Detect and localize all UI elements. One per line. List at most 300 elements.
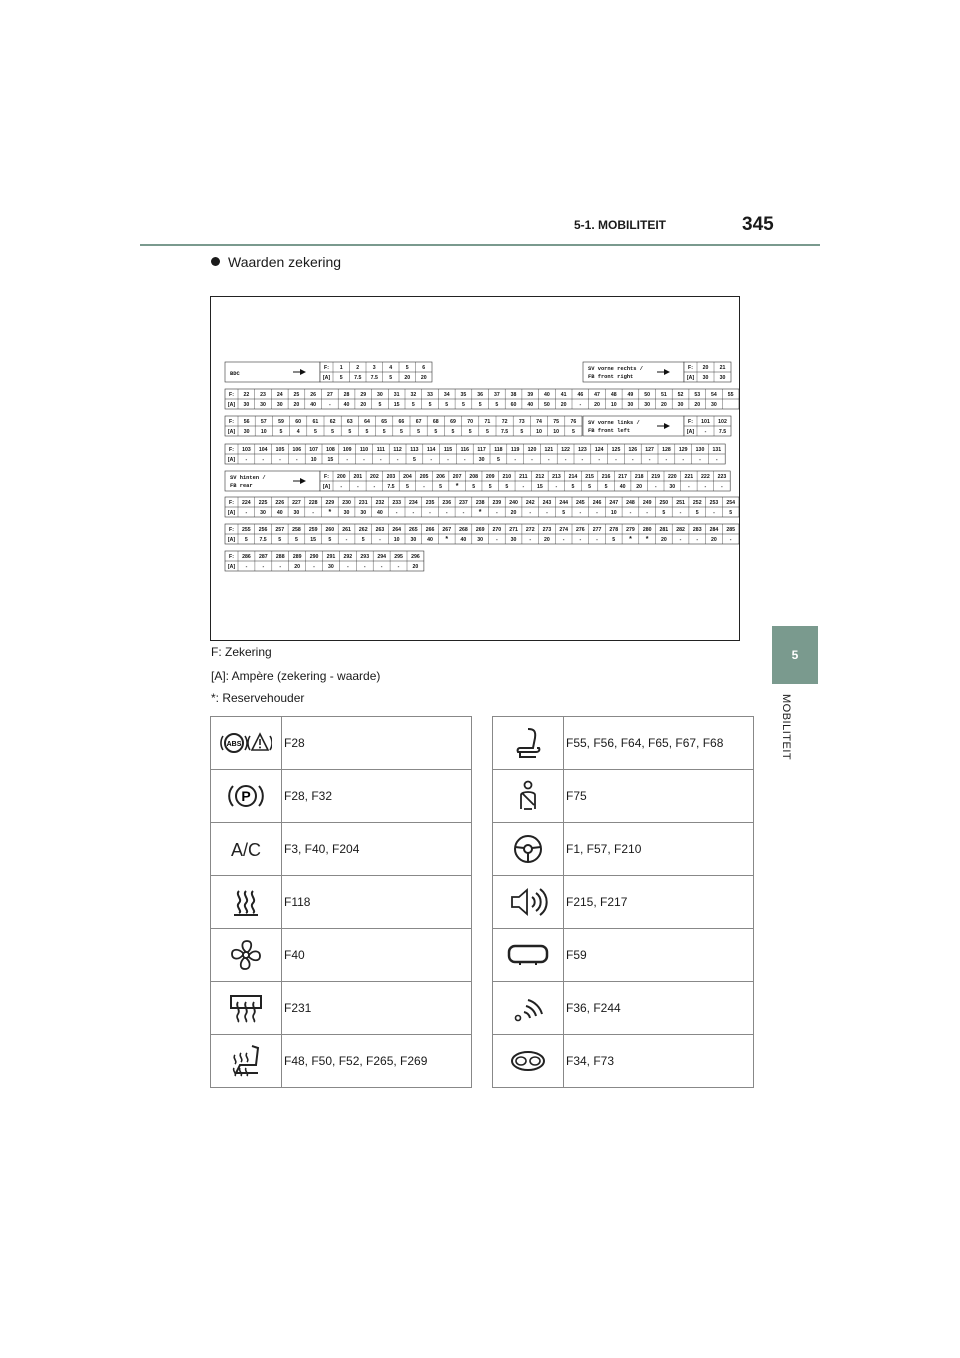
fuses-103-131-fuse-number: 110 [359, 447, 369, 453]
fuses-200-223-fuse-ampere: 5 [505, 484, 509, 490]
fuses-22-55-fuse-number: 47 [594, 392, 600, 398]
fuses-224-254-fuse-number: 229 [325, 500, 335, 506]
fuses-224-254-fuse-ampere: 40 [276, 510, 283, 516]
fuses-22-55-fuse-ampere: 60 [510, 402, 517, 408]
fuses-255-285-fuse-number: 263 [375, 527, 385, 533]
fuses-56-76-fuse-number: 70 [467, 419, 474, 425]
fuses-103-131-fuse-ampere: - [379, 457, 382, 463]
fuses-103-131-fuse-number: 114 [427, 447, 436, 453]
fuses-22-55-fuse-ampere: 20 [560, 402, 567, 408]
fuses-56-76-fuse-ampere: 5 [313, 429, 317, 435]
table-row [211, 929, 472, 982]
fuses-286-296-a-label: [A] [227, 564, 236, 570]
fuses-103-131-fuse-ampere: - [547, 457, 550, 463]
fuses-22-55-fuse-ampere: 30 [677, 402, 684, 408]
legend-ampere: [A]: Ampère (zekering - waarde) [211, 669, 381, 683]
fuses-22-55-fuse-ampere: 40 [310, 402, 317, 408]
table-row [493, 770, 754, 823]
fuses-103-131-fuse-number: 124 [594, 447, 604, 453]
fuses-103-131-fuse-number: 117 [477, 447, 486, 453]
fuses-255-285-fuse-number: 284 [709, 527, 719, 533]
fuses-255-285-fuse-ampere: 30 [410, 537, 417, 543]
fuses-224-254-fuse-ampere: - [579, 510, 582, 516]
fuses-224-254-fuse-number: 233 [392, 500, 401, 506]
fan-icon [211, 929, 282, 982]
table-cell-text: F3, F40, F204 [282, 823, 472, 876]
fuses-22-55-fuse-number: 40 [544, 392, 550, 398]
fuses-200-223-fuse-number: 209 [485, 474, 495, 480]
fuses-103-131-fuse-ampere: - [648, 457, 651, 463]
fuses-200-223-fuse-number: 221 [684, 474, 694, 480]
fuse-diagram [210, 296, 740, 641]
fuses-255-285-fuse-number: 272 [525, 527, 535, 533]
fuses-200-223-fuse-ampere: 20 [636, 484, 643, 490]
fuses-255-285-fuse-ampere: * [445, 536, 449, 543]
fuses-200-223-fuse-number: 211 [519, 474, 528, 480]
fuses-286-296-fuse-ampere: - [363, 564, 366, 570]
fuses-255-285-fuse-ampere: - [562, 537, 565, 543]
fl-fuses-fuse-number: 101 [701, 419, 710, 425]
fr-fuses-fuse-ampere: 30 [719, 375, 726, 381]
fuses-22-55-fuse-number: 55 [727, 392, 734, 398]
fuses-56-76-fuse-number: 61 [312, 419, 319, 425]
fuses-22-55-fuse-ampere: 5 [378, 402, 382, 408]
fr-fuses-a-label: [A] [686, 375, 695, 381]
fuses-255-285-fuse-number: 256 [258, 527, 268, 533]
fuses-200-223-fuse-ampere: - [704, 484, 707, 490]
fuses-255-285-fuse-ampere: 40 [460, 537, 467, 543]
fuses-56-76-fuse-ampere: 10 [260, 429, 267, 435]
fuses-56-76-fuse-number: 63 [346, 419, 353, 425]
fuses-255-285-fuse-ampere: 5 [361, 537, 365, 543]
fuses-224-254-fuse-number: 232 [375, 500, 385, 506]
fuses-56-76-fuse-ampere: 5 [520, 429, 524, 435]
fuses-286-296-fuse-ampere: - [245, 564, 248, 570]
fuses-200-223-fuse-ampere: 15 [536, 484, 543, 490]
fuses-200-223-fuse-ampere: 7.5 [387, 484, 395, 490]
fuses-22-55-fuse-number: 54 [711, 392, 717, 398]
fuses-103-131-fuse-ampere: - [682, 457, 685, 463]
fuses-103-131-fuse-number: 127 [645, 447, 654, 453]
fuses-103-131-fuse-number: 125 [611, 447, 621, 453]
fuses-255-285-fuse-ampere: 30 [477, 537, 484, 543]
speaker-icon [493, 876, 564, 929]
fuses-286-296-fuse-number: 288 [275, 554, 285, 560]
map-light-icon [493, 1035, 564, 1088]
table-row [211, 823, 472, 876]
fuses-200-223-a-label: [A] [322, 484, 331, 490]
fuses-200-223-fuse-number: 212 [535, 474, 545, 480]
heated-seat-icon [211, 1035, 282, 1088]
fuses-286-296-fuse-ampere: - [313, 564, 315, 570]
table-cell-text: F28 [282, 717, 472, 770]
fuses-255-285-a-label: [A] [227, 537, 236, 543]
fuses-200-223-fuse-number: 201 [353, 474, 363, 480]
fuses-103-131-fuse-ampere: - [279, 457, 281, 463]
fuses-224-254-fuse-number: 235 [425, 500, 435, 506]
fuses-22-55-fuse-number: 53 [694, 392, 701, 398]
sv-rear-label-text: SV hinten / [230, 475, 266, 481]
fuses-103-131-fuse-ampere: - [346, 457, 349, 463]
fuses-255-285-fuse-number: 279 [626, 527, 635, 533]
fuses-200-223-fuse-number: 218 [634, 474, 644, 480]
fuses-255-285-f-label: F: [229, 527, 234, 533]
fuses-255-285-fuse-ampere: 15 [310, 537, 317, 543]
fuses-22-55-fuse-ampere: 5 [411, 402, 415, 408]
bdc-fuses-fuse-ampere: 5 [339, 375, 343, 381]
fuses-103-131-fuse-number: 121 [544, 447, 554, 453]
fuses-224-254-fuse-ampere: 30 [260, 510, 266, 516]
fuses-224-254-fuse-ampere: - [495, 510, 498, 516]
fuses-255-285-fuse-ampere: 5 [328, 537, 332, 543]
fuses-224-254-fuse-number: 238 [475, 500, 485, 506]
abs-brake-warning-icon [211, 717, 282, 770]
fuses-56-76-fuse-number: 57 [260, 419, 267, 425]
fuses-103-131-fuse-ampere: - [631, 457, 634, 463]
table-row [493, 823, 754, 876]
fuses-224-254-fuse-number: 250 [659, 500, 669, 506]
fuses-224-254-fuse-ampere: 30 [343, 510, 350, 516]
section-title: 5-1. MOBILITEIT [574, 218, 667, 232]
chapter-tab[interactable] [772, 626, 818, 684]
fuses-200-223-fuse-ampere: * [455, 483, 459, 490]
bdc-fuses-fuse-number: 1 [339, 365, 343, 371]
fuses-224-254-fuse-ampere: - [412, 510, 415, 516]
fuses-224-254-a-label: [A] [227, 510, 236, 516]
fuses-224-254-fuse-number: 252 [692, 500, 702, 506]
fuses-224-254-fuse-ampere: * [478, 509, 482, 516]
fuses-255-285-fuse-number: 277 [592, 527, 602, 533]
fuses-103-131-fuse-number: 118 [494, 447, 503, 453]
fuses-103-131-fuse-number: 105 [275, 447, 285, 453]
bullet-heading [211, 254, 341, 270]
fuses-103-131-fuse-number: 115 [443, 447, 453, 453]
bdc-fuses-fuse-number: 2 [356, 365, 360, 371]
fl-fuses-f-label: F: [688, 419, 693, 425]
fuses-200-223-fuse-ampere: - [555, 484, 558, 490]
fuses-56-76-fuse-number: 65 [381, 419, 388, 425]
fuses-22-55-fuse-ampere: 20 [594, 402, 600, 408]
fuses-103-131-fuse-number: 131 [712, 447, 722, 453]
fuses-200-223-fuse-ampere: 5 [488, 484, 492, 490]
fuses-224-254-fuse-number: 247 [609, 500, 619, 506]
fuses-286-296-fuse-number: 293 [360, 554, 370, 560]
fuses-103-131-fuse-number: 126 [628, 447, 638, 453]
table-row [211, 717, 472, 770]
fuses-200-223-fuse-ampere: - [373, 484, 376, 490]
ac-icon-text: A/C [230, 840, 262, 860]
fuses-22-55-fuse-number: 23 [260, 392, 266, 398]
fuses-286-296-fuse-number: 290 [309, 554, 319, 560]
fuses-200-223-fuse-ampere: 5 [604, 484, 608, 490]
fuses-22-55-fuse-ampere: 15 [393, 402, 400, 408]
sv-front-right-label-text: SV vorne rechts / [588, 366, 643, 372]
fuses-255-285-fuse-number: 258 [292, 527, 301, 533]
fuses-103-131-fuse-ampere: 5 [412, 457, 416, 463]
fuses-103-131-fuse-number: 109 [342, 447, 352, 453]
fuses-286-296-f-label: F: [229, 554, 234, 560]
fuses-103-131-fuse-ampere: - [715, 457, 718, 463]
fuses-56-76-fuse-ampere: 5 [434, 429, 438, 435]
fuses-286-296-fuse-number: 291 [326, 554, 336, 560]
fuses-255-285-fuse-number: 268 [459, 527, 468, 533]
fuses-286-296-fuse-number: 296 [411, 554, 420, 560]
fuses-224-254-fuse-ampere: - [713, 510, 715, 516]
fuses-255-285-fuse-number: 265 [409, 527, 418, 533]
bdc-fuses-a-label: [A] [322, 375, 331, 381]
fuses-255-285-fuse-ampere: 20 [544, 537, 550, 543]
fuses-22-55-fuse-number: 41 [560, 392, 567, 398]
fuses-103-131-fuse-ampere: - [245, 457, 248, 463]
fuses-255-285-fuse-number: 257 [275, 527, 285, 533]
fuses-255-285-fuse-number: 278 [609, 527, 619, 533]
fuses-224-254-fuse-number: 251 [676, 500, 685, 506]
fuses-200-223-fuse-number: 203 [386, 474, 396, 480]
fuses-22-55-fuse-number: 52 [677, 392, 684, 398]
fuses-200-223-fuse-number: 214 [568, 474, 578, 480]
table-cell-text: F48, F50, F52, F265, F269 [282, 1035, 472, 1088]
fuses-22-55-fuse-ampere: 30 [260, 402, 266, 408]
fuses-103-131-fuse-ampere: - [447, 457, 449, 463]
fuses-56-76-fuse-number: 74 [536, 419, 542, 425]
fuses-22-55-fuse-number: 38 [510, 392, 517, 398]
fuses-103-131-fuse-ampere: 30 [478, 457, 485, 463]
fuses-56-76-fuse-number: 68 [432, 419, 439, 425]
table-cell-text: F1, F57, F210 [564, 823, 754, 876]
table-cell-text: F215, F217 [564, 876, 754, 929]
sv-front-left-label-text: SV vorne links / [588, 420, 640, 426]
fuses-56-76-fuse-ampere: 4 [296, 429, 300, 435]
fuses-255-285-fuse-number: 271 [509, 527, 518, 533]
interior-light-icon [493, 929, 564, 982]
fuses-22-55-fuse-ampere: - [579, 402, 582, 408]
fuses-56-76-fuse-ampere: 5 [399, 429, 403, 435]
fuses-56-76-fuse-number: 62 [329, 419, 336, 425]
bdc-label-text: BDC [230, 371, 240, 377]
fuses-224-254-fuse-number: 225 [258, 500, 268, 506]
fuses-103-131-fuse-ampere: - [430, 457, 433, 463]
fuses-103-131-fuse-number: 107 [309, 447, 318, 453]
fuses-200-223-fuse-number: 204 [403, 474, 412, 480]
fuses-224-254-fuse-ampere: - [445, 510, 448, 516]
fuses-103-131-fuse-number: 129 [678, 447, 688, 453]
fuses-56-76-fuse-ampere: 5 [348, 429, 352, 435]
table-row [211, 1035, 472, 1088]
fuses-200-223-fuse-number: 207 [452, 474, 462, 480]
fuses-224-254-fuse-ampere: 5 [695, 510, 699, 516]
fuses-56-76-fuse-ampere: 5 [451, 429, 455, 435]
fuses-103-131-a-label: [A] [227, 457, 236, 463]
bdc-fuses-fuse-ampere: 20 [420, 375, 427, 381]
fuses-103-131-fuse-ampere: - [699, 457, 701, 463]
sv-front-right-label-text: FB front right [588, 374, 634, 380]
header-rule [140, 244, 820, 246]
fuses-224-254-fuse-ampere: 40 [377, 510, 383, 516]
fuses-22-55-fuse-ampere: 20 [360, 402, 367, 408]
fuses-103-131-fuse-number: 111 [376, 447, 385, 453]
fuses-255-285-fuse-ampere: - [596, 537, 598, 543]
fuses-224-254-fuse-number: 242 [525, 500, 535, 506]
fuses-200-223-fuse-number: 213 [552, 474, 561, 480]
fuses-224-254-fuse-ampere: 5 [562, 510, 566, 516]
fr-fuses-f-label: F: [688, 365, 693, 371]
fuses-286-296-fuse-number: 287 [259, 554, 268, 560]
bdc-fuses-fuse-number: 4 [389, 365, 393, 371]
fuses-286-296-fuse-number: 286 [242, 554, 251, 560]
abs-icon-text: ABS [226, 741, 242, 748]
fuses-224-254-fuse-ampere: - [679, 510, 682, 516]
table-cell-text: F118 [282, 876, 472, 929]
fuses-224-254-fuse-number: 239 [492, 500, 502, 506]
fuses-103-131-fuse-number: 108 [326, 447, 335, 453]
fuses-22-55-fuse-number: 39 [527, 392, 534, 398]
fuses-56-76-fuse-ampere: 7.5 [500, 429, 509, 435]
fuses-56-76-fuse-number: 76 [570, 419, 577, 425]
table-cell-text: F28, F32 [282, 770, 472, 823]
fuses-200-223-fuse-number: 206 [436, 474, 445, 480]
fuses-22-55-fuse-number: 51 [660, 392, 667, 398]
fuses-286-296-fuse-ampere: 20 [294, 564, 301, 570]
fuses-22-55-fuse-ampere: 20 [660, 402, 667, 408]
fuses-255-285-fuse-number: 264 [392, 527, 401, 533]
fuses-255-285-fuse-ampere: - [379, 537, 381, 543]
fuses-224-254-fuse-ampere: 20 [510, 510, 517, 516]
fuses-56-76-fuse-number: 64 [364, 419, 370, 425]
fuses-255-285-fuse-ampere: * [645, 536, 649, 543]
fuses-286-296-fuse-number: 294 [377, 554, 386, 560]
table-cell-text: F75 [564, 770, 754, 823]
fuses-255-285-fuse-ampere: 7.5 [259, 537, 267, 543]
fuses-224-254-fuse-ampere: - [429, 510, 431, 516]
fuses-103-131-fuse-number: 103 [242, 447, 251, 453]
fuses-56-76-a-label: [A] [227, 429, 236, 435]
fuses-224-254-fuse-number: 228 [308, 500, 318, 506]
fuses-255-285-fuse-ampere: - [345, 537, 348, 543]
fuses-286-296-fuse-number: 292 [343, 554, 353, 560]
bdc-fuses-fuse-ampere: 20 [404, 375, 411, 381]
fuses-103-131-fuse-ampere: - [514, 457, 517, 463]
fuses-200-223-fuse-ampere: 5 [439, 484, 443, 490]
fl-fuses-fuse-ampere: 7.5 [718, 429, 727, 435]
fuses-255-285-fuse-number: 262 [358, 527, 368, 533]
fuses-56-76-fuse-number: 69 [450, 419, 456, 425]
fuses-255-285-fuse-ampere: 10 [393, 537, 400, 543]
fuses-103-131-f-label: F: [229, 447, 234, 453]
chapter-label: MOBILITEIT [780, 694, 792, 761]
fuses-22-55-fuse-ampere: 5 [462, 402, 465, 408]
fuses-200-223-fuse-number: 208 [469, 474, 479, 480]
fr-fuses-fuse-number: 21 [719, 365, 726, 371]
fuses-200-223-fuse-ampere: 40 [619, 484, 626, 490]
fuses-22-55-fuse-ampere: 5 [478, 402, 482, 408]
fuses-286-296-fuse-ampere: - [346, 564, 349, 570]
fuses-103-131-fuse-ampere: 10 [310, 457, 317, 463]
fr-fuses-fuse-number: 20 [702, 365, 709, 371]
fl-fuses-fuse-ampere: - [704, 429, 707, 435]
fuses-224-254-fuse-number: 249 [642, 500, 652, 506]
fuses-22-55-fuse-number: 25 [293, 392, 300, 398]
fuses-22-55-fuse-number: 33 [427, 392, 433, 398]
fuses-255-285-fuse-number: 274 [559, 527, 568, 533]
table-cell-text: F231 [282, 982, 472, 1035]
wireless-signal-icon [493, 982, 564, 1035]
fuses-22-55-fuse-ampere: 30 [276, 402, 283, 408]
fuses-22-55-fuse-number: 36 [477, 392, 484, 398]
left-icon-table [210, 716, 472, 1088]
fuses-56-76-fuse-number: 59 [278, 419, 284, 425]
fuses-22-55-fuse-number: 37 [493, 392, 500, 398]
fuses-255-285-fuse-number: 285 [726, 527, 735, 533]
fuses-22-55-fuse-number: 48 [610, 392, 617, 398]
fuses-103-131-fuse-ampere: - [531, 457, 533, 463]
fuses-224-254-fuse-ampere: - [596, 510, 598, 516]
legend-fuse: F: Zekering [211, 645, 272, 659]
fuses-200-223-fuse-ampere: - [340, 484, 343, 490]
fuses-103-131-fuse-number: 116 [460, 447, 469, 453]
bdc-fuses-fuse-ampere: 7.5 [370, 375, 378, 381]
fuses-22-55-fuse-number: 31 [393, 392, 400, 398]
right-icon-table [492, 716, 754, 1088]
fuses-22-55-f-label: F: [229, 392, 234, 398]
fuse-diagram-svg [211, 297, 739, 640]
fuses-286-296-fuse-number: 295 [394, 554, 403, 560]
table-row [211, 876, 472, 929]
bdc-fuses-fuse-number: 6 [422, 365, 426, 371]
fuses-22-55-fuse-ampere: 5 [428, 402, 432, 408]
fuses-200-223-fuse-ampere: - [522, 484, 525, 490]
fuses-224-254-fuse-number: 246 [592, 500, 602, 506]
fuses-286-296-fuse-ampere: - [380, 564, 383, 570]
fuses-200-223-fuse-ampere: - [356, 484, 359, 490]
fuses-224-254-fuse-ampere: 30 [293, 510, 300, 516]
fuses-200-223-fuse-number: 215 [585, 474, 594, 480]
fuses-22-55-fuse-ampere: 40 [527, 402, 534, 408]
seat-heater-waves-icon [211, 876, 282, 929]
fuses-103-131-fuse-ampere: - [598, 457, 601, 463]
fuses-56-76-fuse-ampere: 5 [417, 429, 421, 435]
sv-front-left-label-text: FB front left [588, 428, 631, 434]
fuses-103-131-fuse-ampere: - [564, 457, 567, 463]
fuses-255-285-fuse-ampere: 30 [510, 537, 517, 543]
fuses-200-223-fuse-ampere: 5 [472, 484, 476, 490]
fuses-103-131-fuse-number: 119 [511, 447, 520, 453]
fuses-224-254-fuse-number: 243 [542, 500, 552, 506]
fuses-224-254-f-label: F: [229, 500, 234, 506]
fuses-200-223-fuse-ampere: 5 [571, 484, 575, 490]
fuses-103-131-fuse-number: 104 [258, 447, 268, 453]
fuses-22-55-fuse-number: 29 [360, 392, 367, 398]
fuses-56-76-fuse-number: 75 [553, 419, 560, 425]
steering-wheel-icon [493, 823, 564, 876]
fuses-200-223-fuse-ampere: - [721, 484, 723, 490]
fuses-22-55-fuse-number: 49 [627, 392, 634, 398]
fuses-200-223-fuse-number: 216 [601, 474, 611, 480]
fuses-255-285-fuse-number: 255 [242, 527, 251, 533]
fuses-103-131-fuse-ampere: - [295, 457, 298, 463]
fuses-200-223-fuse-ampere: 5 [588, 484, 591, 490]
fuses-224-254-fuse-ampere: - [629, 510, 632, 516]
fuses-103-131-fuse-number: 130 [695, 447, 705, 453]
fuses-255-285-fuse-number: 282 [676, 527, 685, 533]
fuses-286-296-fuse-number: 289 [292, 554, 302, 560]
fuses-56-76-fuse-ampere: 5 [331, 429, 335, 435]
fuses-255-285-fuse-ampere: 20 [711, 537, 717, 543]
fl-fuses-fuse-number: 102 [718, 419, 727, 425]
fuses-224-254-fuse-ampere: - [529, 510, 532, 516]
fuses-255-285-fuse-ampere: - [679, 537, 682, 543]
fuses-224-254-fuse-number: 234 [409, 500, 418, 506]
fl-fuses-a-label: [A] [686, 429, 695, 435]
